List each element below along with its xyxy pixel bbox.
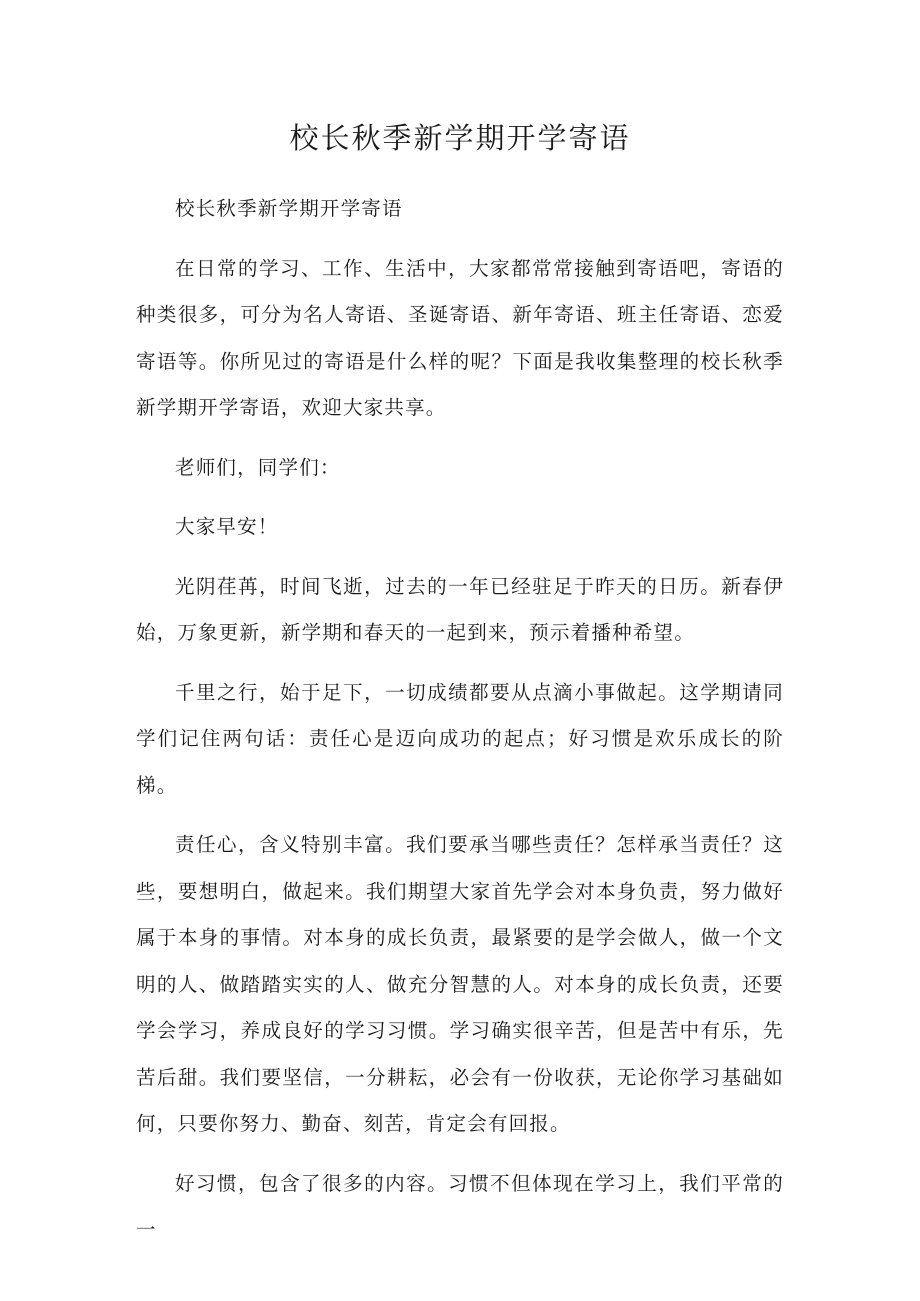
paragraph-habits: 好习惯，包含了很多的内容。习惯不但体现在学习上，我们平常的一 [136, 1171, 784, 1241]
paragraph-journey: 千里之行，始于足下，一切成绩都要从点滴小事做起。这学期请同学们记住两句话：责任心是迈向成功的起点；好习惯是欢乐成长的阶梯。 [136, 680, 784, 797]
paragraph-time: 光阴荏苒，时间飞逝，过去的一年已经驻足于昨天的日历。新春伊始，万象更新，新学期和春天的一起到来，预示着播种希望。 [136, 574, 784, 644]
paragraph-subtitle: 校长秋季新学期开学寄语 [175, 197, 403, 220]
paragraph-greeting: 大家早安！ [175, 515, 279, 538]
paragraph-intro: 在日常的学习、工作、生活中，大家都常常接触到寄语吧，寄语的种类很多，可分为名人寄语、圣诞寄语、新年寄语、班主任寄语、恋爱寄语等。你所见过的寄语是什么样的呢？下面是我收集整理的校长秋季新学期开学寄语，欢迎大家共享。 [136, 256, 784, 419]
paragraph-responsibility: 责任心，含义特别丰富。我们要承当哪些责任？怎样承当责任？这些，要想明白，做起来。我们期望大家首先学会对本身负责，努力做好属于本身的事情。对本身的成长负责，最紧要的是学会做人，做一个文明的人、做踏踏实实的人、做充分智慧的人。对本身的成长负责，还要学会学习，养成良好的学习习惯。学习确实很辛苦，但是苦中有乐，先苦后甜。我们要坚信，一分耕耘，必会有一份收获，无论你学习基础如何，只要你努力、勤奋、刻苦，肯定会有回报。 [136, 833, 784, 1135]
paragraph-salutation: 老师们，同学们： [175, 455, 341, 479]
document-title: 校长秋季新学期开学寄语 [289, 121, 631, 155]
document-body [136, 186, 784, 1267]
